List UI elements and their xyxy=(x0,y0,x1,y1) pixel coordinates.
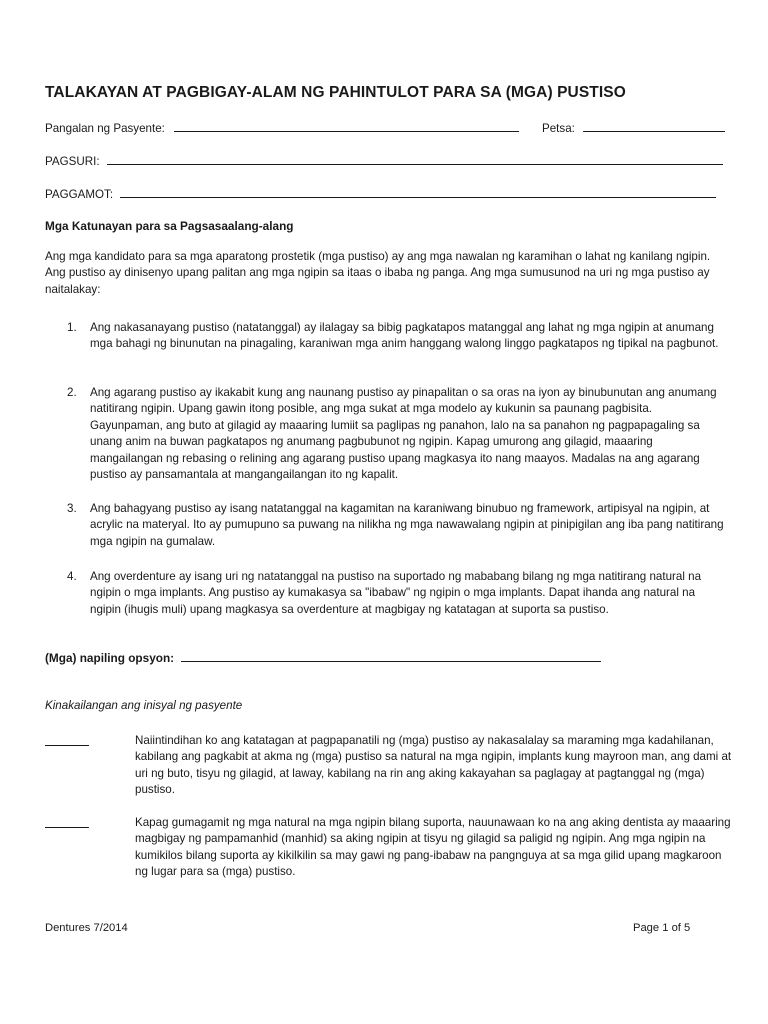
patient-name-field[interactable] xyxy=(45,120,519,135)
examination-field[interactable] xyxy=(45,153,723,168)
list-item xyxy=(45,501,725,553)
treatment-field[interactable] xyxy=(45,186,716,201)
examination-label: PAGSURI: xyxy=(45,155,100,168)
initials-item xyxy=(45,815,735,883)
list-item xyxy=(45,569,725,637)
facts-heading: Mga Katunayan para sa Pagsasaalang-alang xyxy=(45,219,294,233)
list-item-number: 1. xyxy=(67,321,77,334)
examination-line[interactable] xyxy=(107,153,723,165)
footer-document-code: Dentures 7/2014 xyxy=(45,922,128,934)
list-item-text: Ang nakasanayang pustiso (natatanggal) ay ilalagay sa bibig pagkatapos matanggal ang lahat ng mga ngipin at anumang mga bahagi ng binunutan na pinagaling, karaniwan mga anim hanggang walong linggo pagkatapos ng tipikal na pagbunot. xyxy=(90,321,719,351)
initials-blank[interactable] xyxy=(45,827,89,828)
date-label: Petsa: xyxy=(542,122,575,135)
patient-name-label: Pangalan ng Pasyente: xyxy=(45,122,165,135)
list-item-text: Ang bahagyang pustiso ay isang natatanggal na kagamitan na karaniwang binubuo ng framework, artipisyal na ngipin, at acrylic na materyal. Ito ay pumupuno sa puwang na nilikha ng mga nawawalang ngipin at pinipigilan ang iba pang natitirang mga ngipin na gumalaw. xyxy=(90,502,724,548)
selected-options-label: (Mga) napiling opsyon: xyxy=(45,651,175,665)
intro-paragraph: Ang mga kandidato para sa mga aparatong prostetik (mga pustiso) ay ang mga nawalan ng karamihan o lahat ng kanilang ngipin. Ang pustiso ay dinisenyo upang palitan ang mga ngipin sa itaas o ibaba ng panga. Ang mga sumusunod na uri ng mga pustiso ay naitalakay: xyxy=(45,250,711,296)
initials-instruction: Kinakailangan ang inisyal ng pasyente xyxy=(45,699,243,712)
initials-item-text: Kapag gumagamit ng mga natural na mga ngipin bilang suporta, nauunawaan ko na ang aking dentista ay maaaring magbigay ng pampamanhid (manhid) sa aking ngipin at tisyu ng gilagid sa paligid ng ngipin. Ang mga ngipin na kumikilos bilang suporta ay kikilkilin sa may gawi ng pang-ibabaw na pangnguya at sa mga gilid upang magkaroon ng lugar para sa (mga) pustiso. xyxy=(135,816,731,879)
initials-item xyxy=(45,733,735,801)
treatment-label: PAGGAMOT: xyxy=(45,188,114,201)
date-field[interactable] xyxy=(542,120,725,135)
list-item-number: 2. xyxy=(67,386,77,399)
list-item-text: Ang overdenture ay isang uri ng natatanggal na pustiso na suportado ng mababang bilang ng mga natitirang natural na ngipin o mga implants. Ang pustiso ay kumakasya sa "ibabaw" ng ngipin o mga implants. Dapat ihanda ang natural na ngipin (ihugis muli) upang magkasya sa overdenture at magbigay ng katatagan at suporta sa pustiso. xyxy=(90,570,702,616)
date-line[interactable] xyxy=(583,120,725,132)
list-item xyxy=(45,320,725,372)
document-title: TALAKAYAN AT PAGBIGAY-ALAM NG PAHINTULOT PARA SA (MGA) PUSTISO xyxy=(45,84,626,101)
initials-item-text: Naiintindihan ko ang katatagan at pagpapanatili ng (mga) pustiso ay nakasalalay sa maraming mga kadahilanan, kabilang ang pagkabit at akma ng (mga) pustiso sa natural na mga ngipin, implants kung mayroon man, ang dami at uri ng buto, tisyu ng gilagid, at laway, kabilang na rin ang aking kakayahan sa paglagay at pagtanggal ng (mga) pustiso. xyxy=(135,734,732,797)
footer-page-number: Page 1 of 5 xyxy=(633,922,691,934)
list-item-number: 3. xyxy=(67,502,77,515)
selected-options-field[interactable] xyxy=(45,650,601,665)
treatment-line[interactable] xyxy=(120,186,716,198)
patient-name-line[interactable] xyxy=(174,120,519,132)
list-item xyxy=(45,385,725,485)
initials-blank[interactable] xyxy=(45,745,89,746)
selected-options-line[interactable] xyxy=(181,650,601,662)
list-item-number: 4. xyxy=(67,570,77,583)
list-item-text: Ang agarang pustiso ay ikakabit kung ang naunang pustiso ay pinapalitan o sa oras na iyon ay binubunutan ang anumang natitirang ngipin. Upang gawin itong posible, ang mga sukat at mga modelo ay kukunin sa paunang pagbisita. Gayunpaman, ang buto at gilagid ay maaaring lumiit sa paglipas ng panahon, lalo na sa panahon ng pagpapagaling sa unang anim na buwan pagkatapos ng anumang pagbubunot ng ngipin. Kapag umurong ang gilagid, maaaring mangailangan ng rebasing o relining ang agarang pustiso upang magkasya ito nang maayos. Madalas na ang agarang pustiso ay pansamantala at mangangailangan ito ng kapalit. xyxy=(90,386,717,482)
